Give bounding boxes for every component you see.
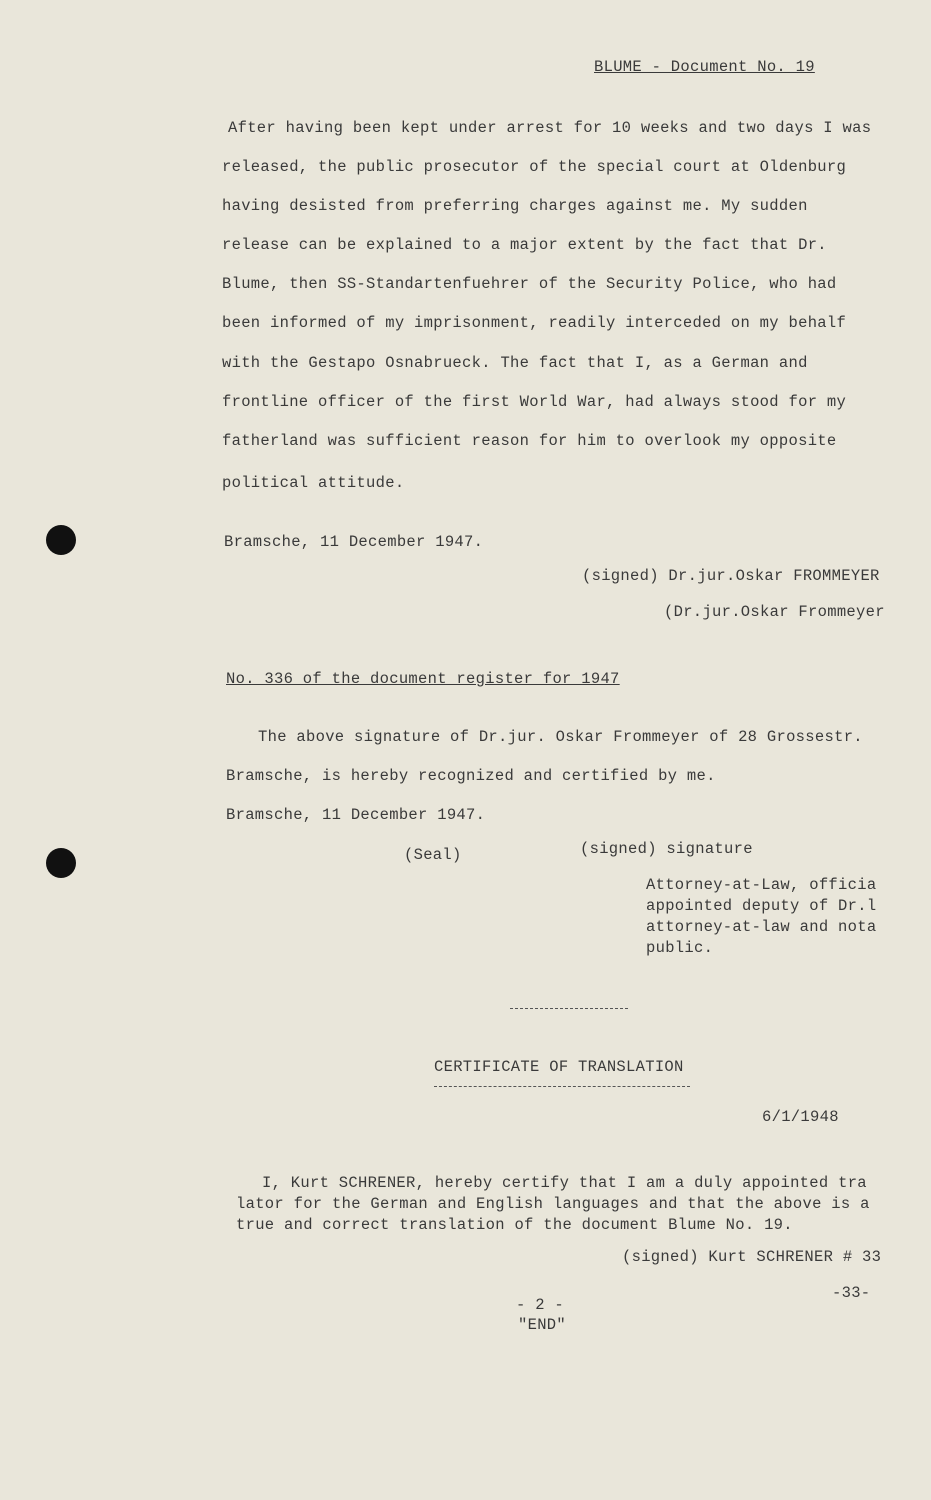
certificate-line: I, Kurt SCHRENER, hereby certify that I am a duly appointed tra — [262, 1174, 867, 1192]
register-line: The above signature of Dr.jur. Oskar Frommeyer of 28 Grossestr. — [258, 728, 863, 746]
page-number: -33- — [832, 1284, 871, 1302]
end-marker: "END" — [518, 1316, 567, 1334]
attorney-line: Attorney-at-Law, officia — [646, 876, 877, 894]
certificate-title-underline — [434, 1086, 690, 1087]
body-line: frontline officer of the first World War, had always stood for my — [222, 393, 847, 411]
register-line: Bramsche, is hereby recognized and certified by me. — [226, 767, 716, 785]
attorney-line: public. — [646, 939, 714, 957]
punch-hole-bottom — [46, 848, 76, 878]
punch-hole-top — [46, 525, 76, 555]
body-line: been informed of my imprisonment, readily interceded on my behalf — [222, 314, 847, 332]
body-line: Blume, then SS-Standartenfuehrer of the Security Police, who had — [222, 275, 837, 293]
signed-signature: (signed) Dr.jur.Oskar FROMMEYER — [582, 567, 880, 585]
translator-signature: (signed) Kurt SCHRENER # 33 — [622, 1248, 882, 1266]
body-line: After having been kept under arrest for 10 weeks and two days I was — [228, 119, 872, 137]
printed-name: (Dr.jur.Oskar Frommeyer — [664, 603, 885, 621]
attorney-line: appointed deputy of Dr.l — [646, 897, 877, 915]
attorney-line: attorney-at-law and nota — [646, 918, 877, 936]
body-line: having desisted from preferring charges against me. My sudden — [222, 197, 808, 215]
certificate-date: 6/1/1948 — [762, 1108, 839, 1126]
certificate-line: lator for the German and English languages and that the above is a — [236, 1195, 870, 1213]
certificate-title: CERTIFICATE OF TRANSLATION — [434, 1058, 684, 1076]
seal-label: (Seal) — [404, 846, 462, 864]
body-line: fatherland was sufficient reason for him to overlook my opposite — [222, 432, 837, 450]
body-line: political attitude. — [222, 474, 405, 492]
body-line: with the Gestapo Osnabrueck. The fact that I, as a German and — [222, 354, 808, 372]
register-heading: No. 336 of the document register for 1947 — [226, 670, 620, 688]
certificate-line: true and correct translation of the document Blume No. 19. — [236, 1216, 793, 1234]
body-line: released, the public prosecutor of the special court at Oldenburg — [222, 158, 847, 176]
place-date: Bramsche, 11 December 1947. — [224, 533, 484, 551]
section-divider — [510, 1008, 628, 1009]
body-line: release can be explained to a major extent by the fact that Dr. — [222, 236, 827, 254]
notary-signature: (signed) signature — [580, 840, 753, 858]
page-two: - 2 - — [516, 1296, 565, 1314]
doc-ref: BLUME - Document No. 19 — [594, 58, 815, 76]
register-line: Bramsche, 11 December 1947. — [226, 806, 486, 824]
